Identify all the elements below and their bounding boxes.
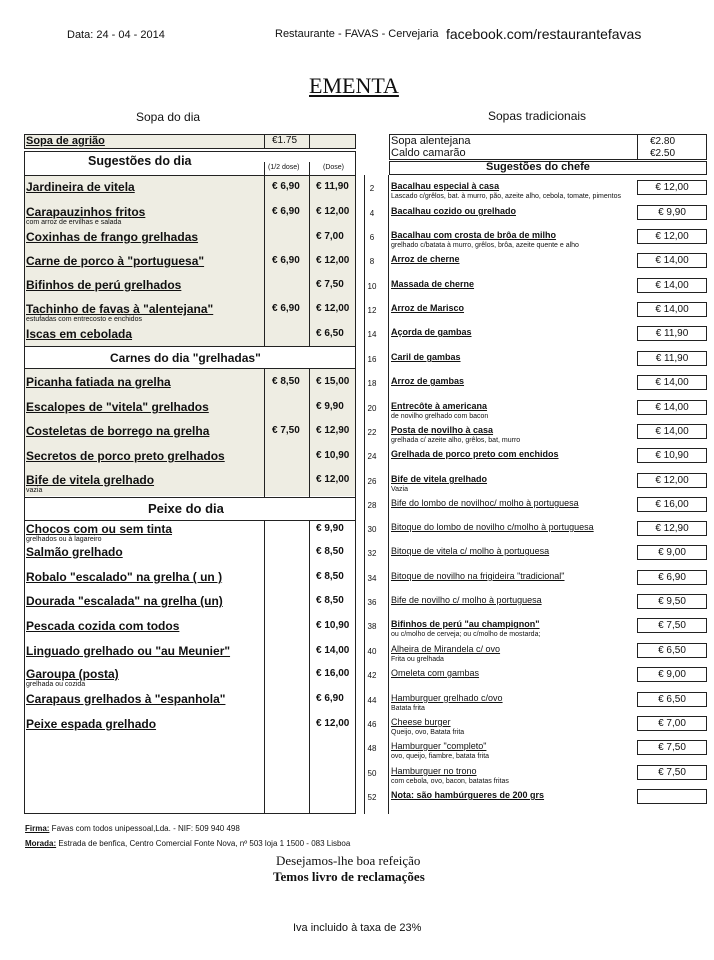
item-number: 14 — [367, 330, 377, 339]
dish-name: Carne de porco à "portuguesa" — [26, 254, 205, 268]
dish-name: Peixe espada grelhado — [26, 717, 157, 731]
chef-price-box: € 9,00 — [637, 545, 707, 560]
item-number: 18 — [367, 379, 377, 388]
wish-text: Desejamos-lhe boa refeição — [276, 853, 421, 868]
item-number: 26 — [367, 477, 377, 486]
chef-dish-note: grelhada c/ azeite alho, grêlos, bat, murro — [391, 437, 521, 444]
chef-price-box: € 7,50 — [637, 740, 707, 755]
half-dose-price: € 6,90 — [272, 255, 300, 266]
half-dose-price: € 6,90 — [272, 303, 300, 314]
firma-text: Favas com todos unipessoal,Lda. - NIF: 509 940 498 — [49, 824, 240, 833]
chef-dish-name: Bitoque de vitela c/ molho à portuguesa — [391, 546, 550, 556]
dose-price: € 6,50 — [316, 328, 344, 339]
dose-price: € 12,90 — [316, 425, 350, 436]
chef-price-box: € 16,00 — [637, 497, 707, 512]
col-dose: (Dose) — [323, 164, 345, 171]
sopa-trad-price: €2.80 — [650, 136, 676, 147]
chef-dish-name: Bacalhau cozido ou grelhado — [391, 206, 517, 216]
sugestoes-dia-heading: Sugestões do dia — [88, 154, 192, 168]
chef-price-box: € 12,00 — [637, 229, 707, 244]
chef-price-box: € 10,90 — [637, 448, 707, 463]
morada-text: Estrada de benfica, Centro Comercial Fonte Nova, nº 503 loja 1 1500 - 083 Lisboa — [56, 839, 351, 848]
chef-dish-name: Massada de cherne — [391, 279, 475, 289]
item-number: 34 — [367, 574, 377, 583]
carnes-heading: Carnes do dia "grelhadas" — [110, 351, 261, 365]
iva-note: Iva incluido à taxa de 23% — [293, 922, 422, 934]
chef-dish-name: Omeleta com gambas — [391, 668, 480, 678]
item-number: 24 — [367, 452, 377, 461]
col-half-dose: (1/2 dose) — [268, 164, 300, 171]
chef-dish-note: Queijo, ovo, Batata frita — [391, 729, 465, 736]
chef-price-box: € 7,50 — [637, 765, 707, 780]
chef-dish-name: Entrecôte à americana — [391, 401, 488, 411]
chef-dish-note: de novilho grelhado com bacon — [391, 413, 489, 420]
dish-name: Iscas em cebolada — [26, 327, 133, 341]
item-number: 32 — [367, 549, 377, 558]
chef-dish-name: Bacalhau especial à casa — [391, 181, 500, 191]
chef-price-box: € 12,90 — [637, 521, 707, 536]
chef-dish-name: Bacalhau com crosta de brôa de milho — [391, 230, 557, 240]
item-number: 48 — [367, 744, 377, 753]
dish-name: Escalopes de "vitela" grelhados — [26, 400, 209, 414]
chef-dish-name: Hamburguer grelhado c/ovo — [391, 693, 503, 703]
dish-note: estufadas com entrecosto e enchidos — [26, 316, 142, 323]
chef-price-box: € 7,50 — [637, 618, 707, 633]
dish-note: grelhada ou cozida — [26, 681, 86, 688]
item-number: 10 — [367, 282, 377, 291]
chef-price-box: € 12,00 — [637, 473, 707, 488]
dish-name: Tachinho de favas à "alentejana" — [26, 302, 214, 316]
dose-price: € 12,00 — [316, 303, 350, 314]
dish-name: Salmão grelhado — [26, 545, 123, 559]
chef-dish-note: com cebola, ovo, bacon, batatas fritas — [391, 778, 509, 785]
dose-price: € 9,90 — [316, 401, 344, 412]
chef-price-box: € 6,50 — [637, 692, 707, 707]
menu-date: Data: 24 - 04 - 2014 — [67, 29, 165, 41]
chef-dish-name: Caril de gambas — [391, 352, 461, 362]
sopa-trad-price: €2.50 — [650, 148, 676, 159]
dose-price: € 12,00 — [316, 718, 350, 729]
dish-name: Linguado grelhado ou "au Meunier" — [26, 644, 231, 658]
half-dose-price: € 8,50 — [272, 376, 300, 387]
dose-price: € 12,00 — [316, 206, 350, 217]
item-number: 38 — [367, 622, 377, 631]
half-dose-price: € 7,50 — [272, 425, 300, 436]
dose-price: € 7,00 — [316, 231, 344, 242]
item-number: 30 — [367, 525, 377, 534]
chef-dish-note: Frita ou grelhada — [391, 656, 444, 663]
page-title: EMENTA — [309, 73, 399, 98]
morada-label: Morada: — [25, 839, 57, 848]
chef-price-box: € 6,90 — [637, 570, 707, 585]
morada — [25, 839, 350, 848]
chef-dish-note: ovo, queijo, fiambre, batata frita — [391, 753, 490, 760]
dose-price: € 6,90 — [316, 693, 344, 704]
chef-price-box: € 9,00 — [637, 667, 707, 682]
chef-price-box: € 11,90 — [637, 351, 707, 366]
chef-price-box: € 9,90 — [637, 205, 707, 220]
chef-price-box: € 14,00 — [637, 424, 707, 439]
dish-name: Chocos com ou sem tinta — [26, 522, 173, 536]
dose-price: € 8,50 — [316, 571, 344, 582]
dose-price: € 12,00 — [316, 255, 350, 266]
dose-price: € 7,50 — [316, 279, 344, 290]
dose-price: € 9,90 — [316, 523, 344, 534]
item-number: 16 — [367, 355, 377, 364]
dose-price: € 14,00 — [316, 645, 350, 656]
dish-name: Jardineira de vitela — [26, 180, 135, 194]
chef-dish-name: Cheese burger — [391, 717, 451, 727]
chef-dish-note: ou c/molho de cerveja; ou c/molho de mostarda; — [391, 631, 541, 638]
chef-dish-name: Bife do lombo de novilhoc/ molho à portuguesa — [391, 498, 579, 508]
chef-dish-name: Bifinhos de perú "au champignon" — [391, 619, 540, 629]
chef-price-box — [637, 789, 707, 804]
chef-price-box: € 12,00 — [637, 180, 707, 195]
chef-dish-name: Bitoque do lombo de novilho c/molho à portuguesa — [391, 522, 594, 532]
item-number: 6 — [369, 233, 375, 242]
chef-price-box: € 7,00 — [637, 716, 707, 731]
dish-name: Robalo "escalado" na grelha ( un ) — [26, 570, 223, 584]
chef-dish-name: Arroz de Marisco — [391, 303, 465, 313]
half-dose-price: € 6,90 — [272, 206, 300, 217]
dose-price: € 10,90 — [316, 620, 350, 631]
chef-price-box: € 9,50 — [637, 594, 707, 609]
chef-dish-note: grelhado c/batata à murro, grêlos, brôa, azeite quente e alho — [391, 242, 579, 249]
dish-name: Coxinhas de frango grelhadas — [26, 230, 199, 244]
dose-price: € 8,50 — [316, 595, 344, 606]
item-number: 44 — [367, 696, 377, 705]
chef-dish-name: Nota: são hambúrgueres de 200 grs — [391, 790, 545, 800]
item-number: 8 — [369, 257, 375, 266]
chef-dish-name: Arroz de gambas — [391, 376, 465, 386]
dish-note: grelhados ou à lagareiro — [26, 536, 102, 543]
dish-name: Pescada cozida com todos — [26, 619, 180, 633]
dose-price: € 11,90 — [316, 181, 349, 192]
dish-note: vazia — [26, 487, 43, 494]
firma-label: Firma: — [25, 824, 50, 833]
chef-dish-name: Hamburguer no trono — [391, 766, 477, 776]
peixe-heading: Peixe do dia — [148, 501, 224, 516]
item-number: 46 — [367, 720, 377, 729]
sopa-trad-name: Caldo camarão — [391, 147, 466, 159]
dose-price: € 8,50 — [316, 546, 344, 557]
item-number: 4 — [369, 209, 375, 218]
chef-dish-note: Vazia — [391, 486, 408, 493]
chef-dish-note: Lascado c/grêlos, bat. à murro, pão, azeite alho, cebola, tomate, pimentos — [391, 193, 621, 200]
dish-name: Bife de vitela grelhado — [26, 473, 155, 487]
item-number: 12 — [367, 306, 377, 315]
item-number: 50 — [367, 769, 377, 778]
facebook-link[interactable]: facebook.com/restaurantefavas — [446, 26, 642, 42]
item-number: 42 — [367, 671, 377, 680]
item-number: 40 — [367, 647, 377, 656]
item-number: 52 — [367, 793, 377, 802]
sopa-trad-name: Sopa alentejana — [391, 135, 471, 147]
chef-price-box: € 14,00 — [637, 253, 707, 268]
dish-note: com arroz de ervilhas e salada — [26, 219, 122, 226]
chef-price-box: € 6,50 — [637, 643, 707, 658]
chef-dish-name: Grelhada de porco preto com enchidos — [391, 449, 559, 459]
livro-reclamacoes: Temos livro de reclamações — [273, 869, 425, 884]
chef-price-box: € 11,90 — [637, 326, 707, 341]
sopas-tradicionais-heading: Sopas tradicionais — [488, 109, 587, 123]
half-dose-price: € 6,90 — [272, 181, 300, 192]
dish-name: Picanha fatiada na grelha — [26, 375, 171, 389]
firma — [25, 824, 240, 833]
dose-price: € 12,00 — [316, 474, 350, 485]
dose-price: € 10,90 — [316, 450, 350, 461]
chef-dish-name: Bife de vitela grelhado — [391, 474, 488, 484]
chef-dish-name: Açorda de gambas — [391, 327, 472, 337]
item-number: 36 — [367, 598, 377, 607]
dish-name: Bifinhos de perú grelhados — [26, 278, 182, 292]
restaurant-name: Restaurante - FAVAS - Cervejaria — [275, 28, 439, 40]
sopa-dia-price: €1.75 — [272, 135, 298, 146]
dose-price: € 15,00 — [316, 376, 350, 387]
chef-dish-name: Arroz de cherne — [391, 254, 460, 264]
sopa-dia-heading: Sopa do dia — [136, 110, 201, 124]
dish-name: Garoupa (posta) — [26, 667, 119, 681]
chef-heading: Sugestões do chefe — [486, 161, 590, 173]
chef-dish-note: Batata frita — [391, 705, 425, 712]
dish-name: Carapaus grelhados à "espanhola" — [26, 692, 226, 706]
chef-dish-name: Posta de novilho à casa — [391, 425, 494, 435]
chef-price-box: € 14,00 — [637, 302, 707, 317]
chef-price-box: € 14,00 — [637, 375, 707, 390]
dish-name: Dourada "escalada" na grelha (un) — [26, 594, 223, 608]
item-number: 22 — [367, 428, 377, 437]
item-number: 28 — [367, 501, 377, 510]
chef-price-box: € 14,00 — [637, 400, 707, 415]
item-number: 2 — [369, 184, 375, 193]
sopa-dia-name: Sopa de agrião — [26, 135, 105, 147]
chef-dish-name: Bitoque de novilho na frigideira "tradicional" — [391, 571, 565, 581]
chef-dish-name: Hamburguer "completo" — [391, 741, 487, 751]
chef-dish-name: Bife de novilho c/ molho à portuguesa — [391, 595, 542, 605]
chef-dish-name: Alheira de Mirandela c/ ovo — [391, 644, 501, 654]
dish-name: Costeletas de borrego na grelha — [26, 424, 210, 438]
dish-name: Secretos de porco preto grelhados — [26, 449, 225, 463]
chef-price-box: € 14,00 — [637, 278, 707, 293]
item-number: 20 — [367, 404, 377, 413]
dish-name: Carapauzinhos fritos — [26, 205, 146, 219]
dose-price: € 16,00 — [316, 668, 350, 679]
